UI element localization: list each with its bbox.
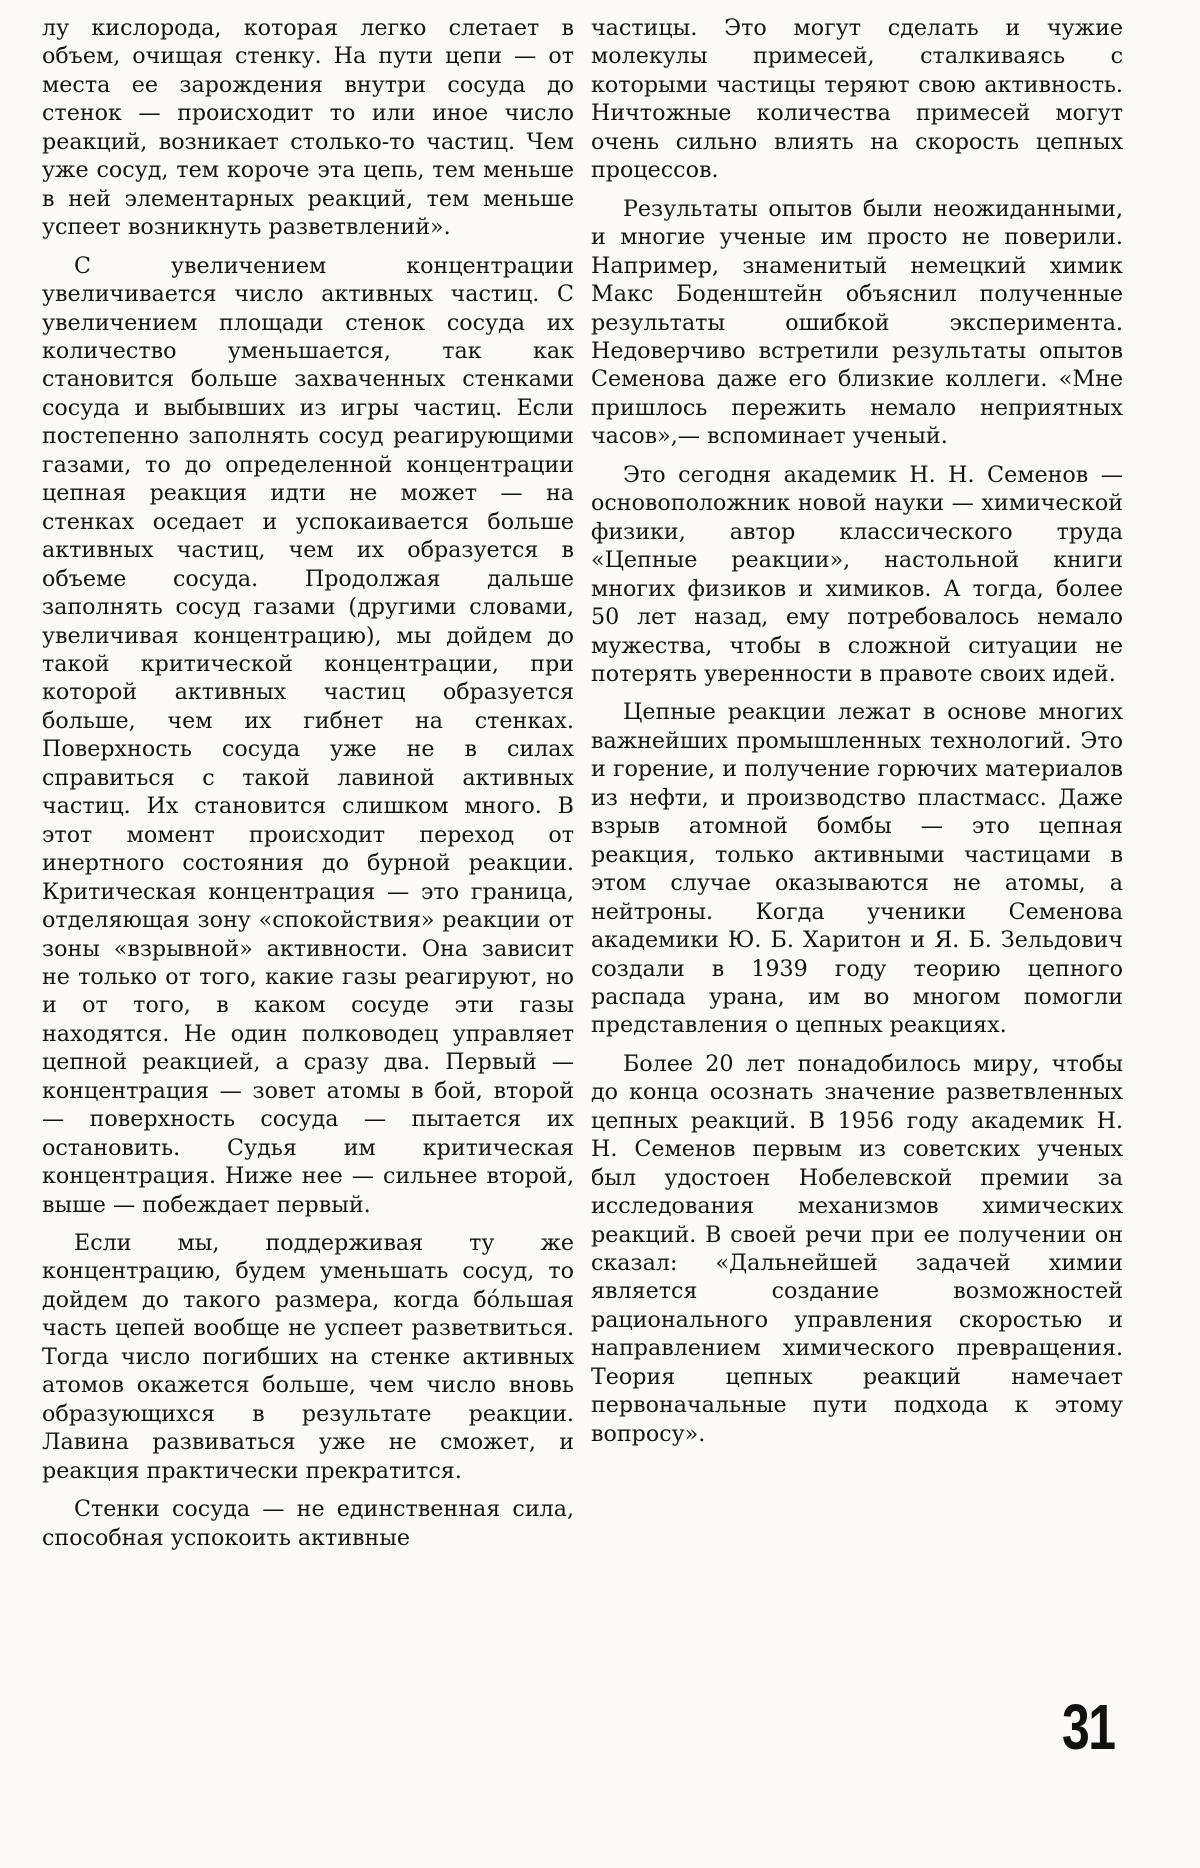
paragraph-right-1: частицы. Это могут сделать и чужие молекулы примесей, сталкиваясь с которыми частицы теряют свою активность. Ничтожные количества примесей могут очень сильно влиять на скорость цепных процессов. <box>591 15 1123 184</box>
paragraph-left-3: Если мы, поддерживая ту же концентрацию, будем уменьшать сосуд, то дойдем до такого размера, когда бо́льшая часть цепей вообще не успеет разветвиться. Тогда число погибших на стенке активных атомов окажется больше, чем число вновь образующихся в результате реакции. Лавина развиваться уже не сможет, и реакция практически прекратится. <box>42 1230 574 1484</box>
paragraph-left-2: С увеличением концентрации увеличивается число активных частиц. С увеличением площади стенок сосуда их количество уменьшается, так как становится больше захваченных стенками сосуда и выбывших из игры частиц. Если постепенно заполнять сосуд реагирующими газами, то до определенной концентрации цепная реакция идти не может — на стенках оседает и успокаивается больше активных частиц, чем их образуется в объеме сосуда. Продолжая дальше заполнять сосуд газами (другими словами, увеличивая концентрацию), мы дойдем до такой критической концентрации, при которой активных частиц образуется больше, чем их гибнет на стенках. Поверхность сосуда уже не в силах справиться с такой лавиной активных частиц. Их становится слишком много. В этот момент происходит переход от инертного состояния до бурной реакции. Критическая концентрация — это граница, отделяющая зону «спокойствия» реакции от зоны «взрывной» активности. Она зависит не только от того, какие газы реагируют, но и от того, в каком сосуде эти газы находятся. Не один полководец управляет цепной реакцией, а сразу два. Первый — концентрация — зовет атомы в бой, второй — поверхность сосуда — пытается их остановить. Судья им критическая концентрация. Ниже нее — сильнее второй, выше — побеждает первый. <box>42 252 574 1218</box>
paragraph-right-3: Это сегодня академик Н. Н. Семенов — основоположник новой науки — химической физики, автор классического труда «Цепные реакции», настольной книги многих физиков и химиков. А тогда, более 50 лет назад, ему потребовалось немало мужества, чтобы в сложной ситуации не потерять уверенности в правоте своих идей. <box>591 461 1123 687</box>
paragraph-left-1: лу кислорода, которая легко слетает в объем, очищая стенку. На пути цепи — от места ее зарождения внутри сосуда до стенок — происходит то или иное число реакций, возникает столько-то частиц. Чем уже сосуд, тем короче эта цепь, тем меньше в ней элементарных реакций, тем меньше успеет возникнуть разветвлений». <box>42 15 574 241</box>
right-column <box>591 14 1123 1458</box>
page-number: 31 <box>1062 1691 1115 1763</box>
paragraph-right-4: Цепные реакции лежат в основе многих важнейших промышленных технологий. Это и горение, и получение горючих материалов из нефти, и производство пластмасс. Даже взрыв атомной бомбы — это цепная реакция, только активными частицами в этом случае оказываются не атомы, а нейтроны. Когда ученики Семенова академики Ю. Б. Харитон и Я. Б. Зельдович создали в 1939 году теорию цепного распада урана, им во многом помогли представления о цепных реакциях. <box>591 699 1123 1039</box>
left-column <box>42 14 574 1562</box>
paragraph-left-4: Стенки сосуда — не единственная сила, способная успокоить активные <box>42 1496 574 1551</box>
paragraph-right-2: Результаты опытов были неожиданными, и многие ученые им просто не поверили. Например, знаменитый немецкий химик Макс Боденштейн объяснил полученные результаты ошибкой эксперимента. Недоверчиво встретили результаты опытов Семенова даже его близкие коллеги. «Мне пришлось пережить немало неприятных часов»,— вспоминает ученый. <box>591 195 1123 450</box>
paragraph-right-5: Более 20 лет понадобилось миру, чтобы до конца осознать значение разветвленных цепных реакций. В 1956 году академик Н. Н. Семенов первым из советских ученых был удостоен Нобелевской премии за исследования механизмов химических реакций. В своей речи при ее получении он сказал: «Дальнейшей задачей химии является создание возможностей рационального управления скоростью и направлением химического превращения. Теория цепных реакций намечает первоначальные пути подхода к этому вопросу». <box>591 1050 1123 1447</box>
